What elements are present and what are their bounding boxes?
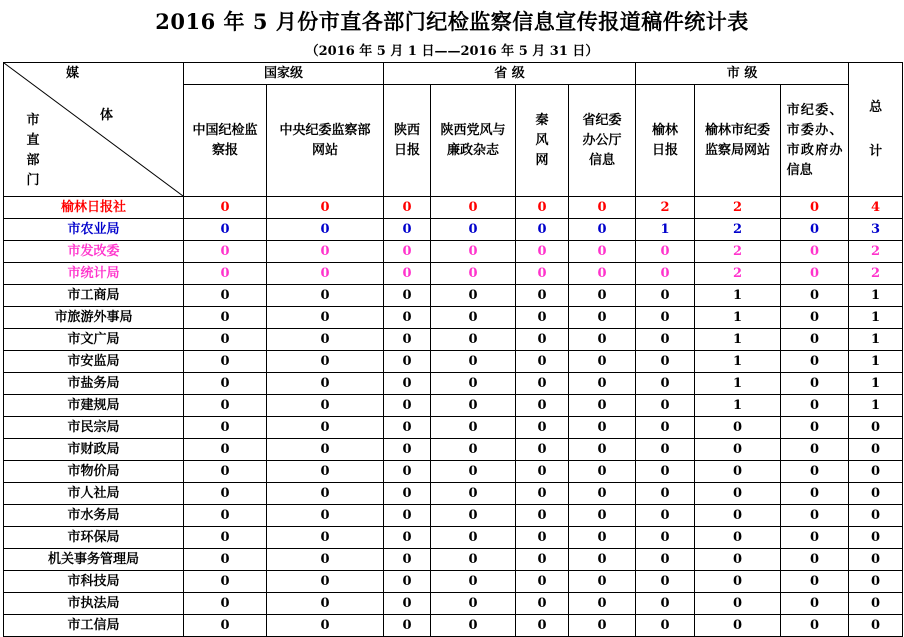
count-cell: 0 [184,439,267,461]
count-cell: 0 [781,307,849,329]
column-header-label: 市纪委、市委办、市政府办信息 [786,102,843,178]
count-cell: 0 [781,439,849,461]
count-cell: 1 [695,351,781,373]
count-cell: 0 [636,351,695,373]
table-row [4,571,903,593]
count-cell: 0 [431,307,516,329]
count-cell: 0 [431,461,516,483]
department-name-cell: 市农业局 [4,219,184,241]
total-cell: 4 [849,197,903,219]
count-cell: 0 [569,439,636,461]
count-cell: 0 [516,263,569,285]
count-cell: 0 [695,593,781,615]
count-cell: 0 [569,461,636,483]
count-cell: 0 [636,417,695,439]
total-cell: 1 [849,329,903,351]
department-name-cell: 市工信局 [4,615,184,637]
count-cell: 0 [636,439,695,461]
count-cell: 0 [184,285,267,307]
count-cell: 0 [384,417,431,439]
count-cell: 0 [431,483,516,505]
count-cell: 0 [431,417,516,439]
table-row [4,395,903,417]
column-header [184,85,267,197]
table-row [4,263,903,285]
count-cell: 0 [569,241,636,263]
count-cell: 0 [267,241,384,263]
count-cell: 0 [516,571,569,593]
count-cell: 0 [781,527,849,549]
count-cell: 0 [431,197,516,219]
column-header [781,85,849,197]
table-row [4,417,903,439]
count-cell: 0 [184,417,267,439]
count-cell: 0 [267,197,384,219]
column-header-label: 陕西日报 [394,122,421,158]
count-cell: 0 [184,571,267,593]
department-name-cell: 市科技局 [4,571,184,593]
count-cell: 0 [695,527,781,549]
count-cell: 0 [184,329,267,351]
total-cell: 0 [849,527,903,549]
column-header-label: 榆林日报 [652,122,679,158]
count-cell: 0 [781,351,849,373]
count-cell: 0 [569,307,636,329]
table-row [4,219,903,241]
count-cell: 0 [267,351,384,373]
count-cell: 0 [184,219,267,241]
count-cell: 0 [384,395,431,417]
table-row [4,483,903,505]
department-name-cell: 市旅游外事局 [4,307,184,329]
count-cell: 0 [384,439,431,461]
column-header [569,85,636,197]
count-cell: 0 [267,417,384,439]
count-cell: 0 [184,263,267,285]
count-cell: 0 [516,351,569,373]
count-cell: 0 [516,241,569,263]
count-cell: 0 [384,351,431,373]
count-cell: 0 [384,615,431,637]
count-cell: 0 [384,593,431,615]
count-cell: 0 [695,461,781,483]
count-cell: 0 [569,615,636,637]
count-cell: 0 [636,549,695,571]
total-cell: 2 [849,241,903,263]
count-cell: 0 [569,329,636,351]
count-cell: 0 [431,571,516,593]
table-row [4,329,903,351]
table-row [4,197,903,219]
count-cell: 0 [384,461,431,483]
group-header-row [4,63,903,85]
count-cell: 0 [431,219,516,241]
count-cell: 0 [384,373,431,395]
count-cell: 2 [636,197,695,219]
department-name-cell: 机关事务管理局 [4,549,184,571]
corner-dept-label: 市直部门 [26,113,40,188]
table-row [4,461,903,483]
table-row [4,285,903,307]
table-row [4,593,903,615]
column-header [636,85,695,197]
count-cell: 0 [267,307,384,329]
count-cell: 0 [516,197,569,219]
count-cell: 1 [636,219,695,241]
column-header-total-label: 总计 [869,99,883,159]
department-name-cell: 市文广局 [4,329,184,351]
count-cell: 0 [636,285,695,307]
count-cell: 0 [569,197,636,219]
count-cell: 0 [569,571,636,593]
count-cell: 0 [516,285,569,307]
group-provincial: 省 级 [384,63,636,85]
count-cell: 0 [184,307,267,329]
group-city: 市 级 [636,63,849,85]
column-header-label: 省纪委办公厅信息 [582,112,622,168]
count-cell: 0 [695,549,781,571]
count-cell: 0 [431,351,516,373]
count-cell: 0 [431,527,516,549]
count-cell: 0 [431,329,516,351]
count-cell: 0 [267,593,384,615]
count-cell: 0 [384,505,431,527]
count-cell: 0 [267,373,384,395]
department-name-cell: 市建规局 [4,395,184,417]
column-header [267,85,384,197]
total-cell: 1 [849,395,903,417]
department-name-cell: 市水务局 [4,505,184,527]
column-header [384,85,431,197]
count-cell: 0 [636,461,695,483]
count-cell: 0 [636,505,695,527]
count-cell: 2 [695,263,781,285]
count-cell: 0 [267,483,384,505]
count-cell: 0 [267,395,384,417]
count-cell: 0 [431,373,516,395]
total-cell: 1 [849,307,903,329]
count-cell: 0 [516,505,569,527]
page-title: 2016 年 5 月份市直各部门纪检监察信息宣传报道稿件统计表 [155,9,749,34]
count-cell: 0 [569,549,636,571]
count-cell: 1 [695,373,781,395]
table-body [4,197,903,637]
count-cell: 0 [781,571,849,593]
column-header-label: 中国纪检监察报 [192,122,258,158]
table-row [4,505,903,527]
count-cell: 0 [184,241,267,263]
count-cell: 0 [267,461,384,483]
count-cell: 0 [384,307,431,329]
total-cell: 0 [849,439,903,461]
count-cell: 0 [695,417,781,439]
count-cell: 0 [267,505,384,527]
count-cell: 2 [695,197,781,219]
statistics-table [3,62,903,637]
count-cell: 2 [695,219,781,241]
column-header [695,85,781,197]
department-name-cell: 市统计局 [4,263,184,285]
column-header-label: 中央纪委监察部网站 [279,122,371,158]
count-cell: 0 [267,571,384,593]
count-cell: 0 [384,263,431,285]
count-cell: 0 [569,263,636,285]
count-cell: 0 [184,615,267,637]
count-cell: 0 [781,329,849,351]
count-cell: 0 [569,417,636,439]
count-cell: 1 [695,395,781,417]
column-header-total [849,63,903,197]
table-row [4,527,903,549]
count-cell: 2 [695,241,781,263]
count-cell: 0 [384,285,431,307]
department-name-cell: 市民宗局 [4,417,184,439]
count-cell: 0 [516,461,569,483]
table-row [4,351,903,373]
count-cell: 0 [384,329,431,351]
count-cell: 0 [695,571,781,593]
total-cell: 0 [849,505,903,527]
count-cell: 0 [267,527,384,549]
corner-ti-label: 体 [100,108,114,123]
department-name-cell: 市财政局 [4,439,184,461]
count-cell: 0 [431,241,516,263]
count-cell: 0 [384,483,431,505]
count-cell: 0 [384,241,431,263]
count-cell: 0 [569,285,636,307]
total-cell: 0 [849,549,903,571]
group-national: 国家级 [184,63,384,85]
table-row [4,373,903,395]
count-cell: 0 [384,549,431,571]
count-cell: 0 [184,505,267,527]
count-cell: 0 [569,593,636,615]
count-cell: 0 [636,329,695,351]
count-cell: 0 [636,527,695,549]
count-cell: 0 [781,263,849,285]
count-cell: 1 [695,285,781,307]
count-cell: 0 [695,439,781,461]
column-header-label: 榆林市纪委监察局网站 [705,122,771,158]
count-cell: 0 [184,549,267,571]
count-cell: 0 [695,615,781,637]
count-cell: 0 [267,615,384,637]
count-cell: 0 [636,241,695,263]
total-cell: 1 [849,351,903,373]
department-name-cell: 市物价局 [4,461,184,483]
count-cell: 0 [431,395,516,417]
department-name-cell: 市盐务局 [4,373,184,395]
count-cell: 0 [267,285,384,307]
corner-header-cell [4,63,184,197]
count-cell: 0 [516,549,569,571]
count-cell: 0 [516,483,569,505]
count-cell: 0 [781,197,849,219]
count-cell: 0 [267,263,384,285]
count-cell: 0 [636,615,695,637]
count-cell: 1 [695,329,781,351]
count-cell: 0 [516,417,569,439]
count-cell: 0 [184,373,267,395]
count-cell: 0 [636,307,695,329]
total-cell: 0 [849,593,903,615]
total-cell: 3 [849,219,903,241]
count-cell: 0 [516,395,569,417]
count-cell: 0 [569,219,636,241]
count-cell: 0 [184,395,267,417]
count-cell: 0 [431,593,516,615]
table-row [4,241,903,263]
count-cell: 0 [569,505,636,527]
department-name-cell: 市工商局 [4,285,184,307]
total-cell: 0 [849,417,903,439]
total-cell: 1 [849,285,903,307]
count-cell: 0 [431,263,516,285]
total-cell: 0 [849,483,903,505]
count-cell: 0 [184,197,267,219]
count-cell: 0 [636,263,695,285]
total-cell: 2 [849,263,903,285]
count-cell: 0 [384,219,431,241]
total-cell: 0 [849,461,903,483]
count-cell: 0 [431,285,516,307]
count-cell: 0 [569,373,636,395]
count-cell: 0 [569,351,636,373]
count-cell: 0 [516,329,569,351]
count-cell: 0 [267,439,384,461]
count-cell: 0 [516,373,569,395]
count-cell: 0 [636,395,695,417]
count-cell: 0 [781,417,849,439]
count-cell: 0 [516,219,569,241]
count-cell: 0 [636,483,695,505]
count-cell: 0 [267,329,384,351]
count-cell: 0 [516,439,569,461]
table-row [4,439,903,461]
count-cell: 0 [516,593,569,615]
table-row [4,549,903,571]
department-name-cell: 市执法局 [4,593,184,615]
column-header [431,85,516,197]
count-cell: 0 [569,527,636,549]
corner-media-label: 媒 [66,66,80,81]
count-cell: 0 [781,395,849,417]
count-cell: 0 [384,197,431,219]
count-cell: 0 [384,571,431,593]
department-name-cell: 市安监局 [4,351,184,373]
department-name-cell: 市发改委 [4,241,184,263]
department-name-cell: 市人社局 [4,483,184,505]
count-cell: 0 [636,593,695,615]
department-name-cell: 市环保局 [4,527,184,549]
count-cell: 0 [569,395,636,417]
count-cell: 0 [184,351,267,373]
count-cell: 0 [781,483,849,505]
count-cell: 0 [781,373,849,395]
count-cell: 0 [184,593,267,615]
count-cell: 0 [431,505,516,527]
count-cell: 0 [184,483,267,505]
column-header-label: 秦风网 [535,112,549,168]
total-cell: 0 [849,571,903,593]
count-cell: 0 [569,483,636,505]
count-cell: 0 [781,615,849,637]
column-header [516,85,569,197]
count-cell: 0 [781,549,849,571]
count-cell: 0 [695,483,781,505]
count-cell: 0 [431,439,516,461]
count-cell: 0 [781,241,849,263]
table-row [4,615,903,637]
count-cell: 0 [636,571,695,593]
date-range-subtitle: （2016 年 5 月 1 日——2016 年 5 月 31 日） [305,44,599,59]
count-cell: 0 [431,615,516,637]
total-cell: 0 [849,615,903,637]
count-cell: 0 [184,461,267,483]
count-cell: 0 [781,219,849,241]
count-cell: 0 [781,285,849,307]
count-cell: 1 [695,307,781,329]
total-cell: 1 [849,373,903,395]
count-cell: 0 [431,549,516,571]
table-row [4,307,903,329]
count-cell: 0 [695,505,781,527]
count-cell: 0 [636,373,695,395]
column-header-label: 陕西党风与廉政杂志 [440,122,506,158]
count-cell: 0 [384,527,431,549]
count-cell: 0 [267,549,384,571]
count-cell: 0 [781,505,849,527]
count-cell: 0 [267,219,384,241]
count-cell: 0 [516,615,569,637]
department-name-cell: 榆林日报社 [4,197,184,219]
count-cell: 0 [516,527,569,549]
count-cell: 0 [781,461,849,483]
count-cell: 0 [184,527,267,549]
count-cell: 0 [516,307,569,329]
count-cell: 0 [781,593,849,615]
